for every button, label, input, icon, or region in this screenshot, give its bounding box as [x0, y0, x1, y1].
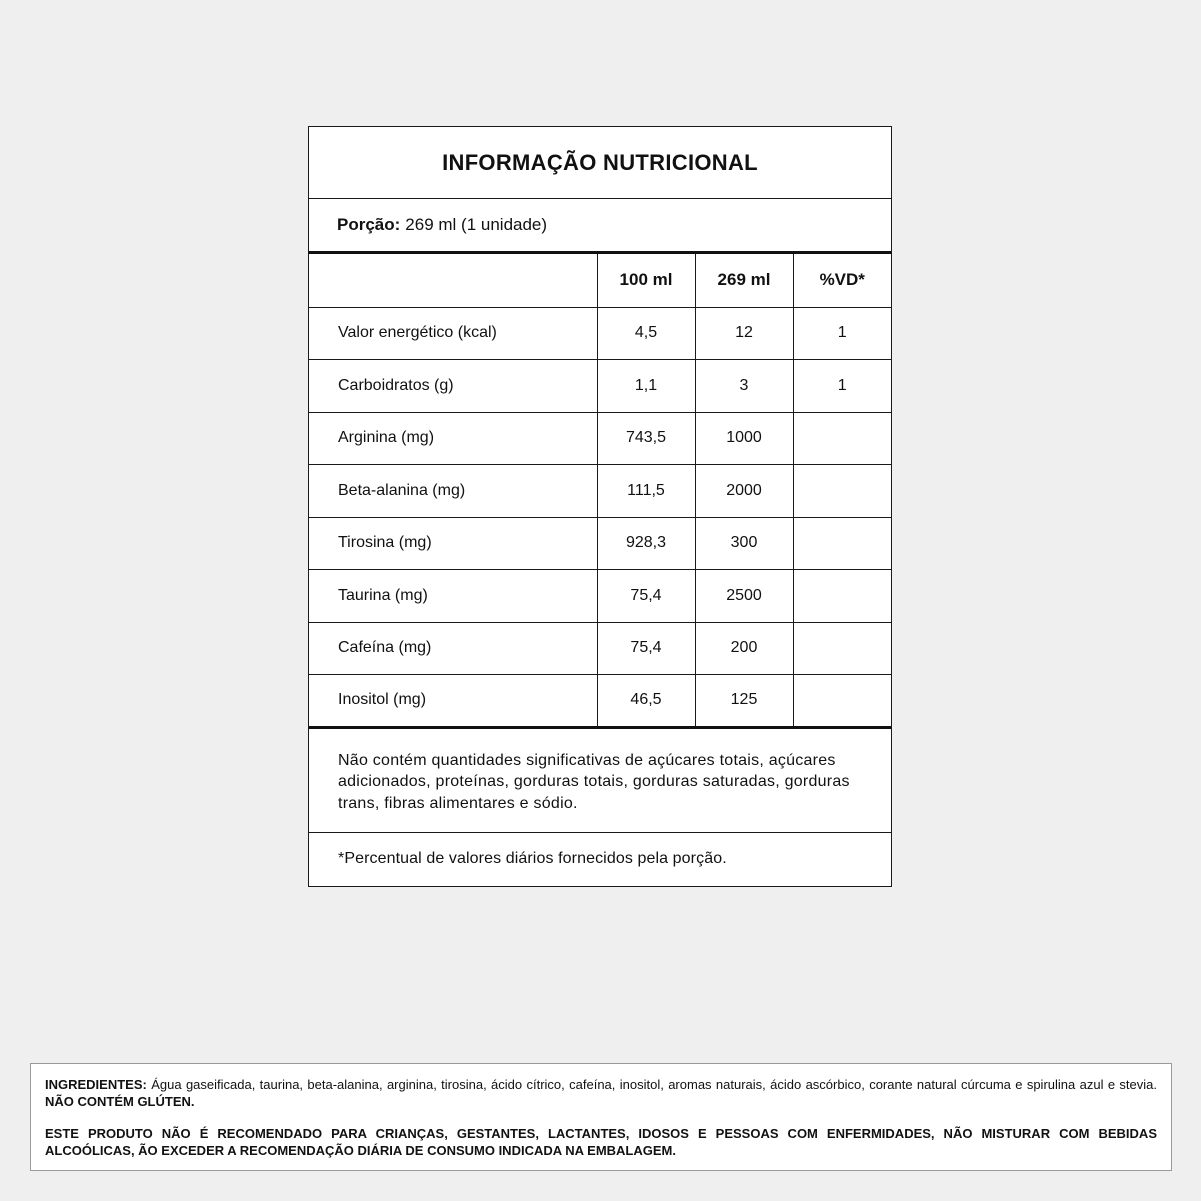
- table-row: [309, 570, 891, 623]
- nutrient-name: Taurina (mg): [309, 570, 597, 623]
- value-per-100ml: 928,3: [597, 517, 695, 570]
- value-daily-percent: [793, 412, 891, 465]
- value-daily-percent: [793, 622, 891, 675]
- value-daily-percent: [793, 570, 891, 623]
- title-row: [309, 127, 891, 199]
- warning-text: ESTE PRODUTO NÃO É RECOMENDADO PARA CRIANÇAS, GESTANTES, LACTANTES, IDOSOS E PESSOAS COM ENFERMIDADES, NÃO MISTURAR COM BEBIDAS ALCOÓLICAS, ÃO EXCEDER A RECOMENDAÇÃO DIÁRIA DE CONSUMO INDICADA NA EMBALAGEM.: [45, 1126, 1157, 1158]
- value-daily-percent: 1: [793, 307, 891, 360]
- portion-value: 269 ml (1 unidade): [405, 215, 548, 234]
- ingredients-text: Água gaseificada, taurina, beta-alanina, arginina, tirosina, ácido cítrico, cafeína, inositol, aromas naturais, ácido ascórbico, corante natural cúrcuma e spirulina azul e stevia.: [151, 1077, 1157, 1092]
- portion-row: [309, 199, 891, 254]
- nutrition-facts-panel: [308, 126, 892, 887]
- header-per-100ml: 100 ml: [597, 254, 695, 307]
- nutrient-name: Carboidratos (g): [309, 360, 597, 413]
- daily-value-footnote: [309, 833, 891, 868]
- header-per-portion: 269 ml: [695, 254, 793, 307]
- nutrition-note-text: Não contém quantidades significativas de açúcares totais, açúcares adicionados, proteínas, gorduras totais, gorduras saturadas, gorduras trans, fibras alimentares e sódio.: [338, 751, 850, 812]
- value-daily-percent: [793, 517, 891, 570]
- value-per-100ml: 1,1: [597, 360, 695, 413]
- header-daily-value: %VD*: [793, 254, 891, 307]
- value-per-100ml: 743,5: [597, 412, 695, 465]
- portion-label: Porção:: [337, 215, 401, 234]
- nutrition-title: INFORMAÇÃO NUTRICIONAL: [442, 149, 758, 175]
- table-row: [309, 517, 891, 570]
- value-per-portion: 3: [695, 360, 793, 413]
- nutrition-note: [309, 729, 891, 833]
- value-daily-percent: [793, 675, 891, 728]
- value-per-100ml: 75,4: [597, 622, 695, 675]
- table-row: [309, 412, 891, 465]
- value-per-100ml: 111,5: [597, 465, 695, 518]
- value-per-100ml: 4,5: [597, 307, 695, 360]
- nutrient-name: Tirosina (mg): [309, 517, 597, 570]
- footnote-text: *Percentual de valores diários fornecidos pela porção.: [338, 849, 727, 867]
- table-row: [309, 465, 891, 518]
- table-row: [309, 675, 891, 728]
- value-daily-percent: 1: [793, 360, 891, 413]
- nutrient-name: Cafeína (mg): [309, 622, 597, 675]
- ingredients-paragraph: [45, 1077, 1157, 1110]
- value-per-100ml: 75,4: [597, 570, 695, 623]
- value-per-portion: 12: [695, 307, 793, 360]
- value-per-100ml: 46,5: [597, 675, 695, 728]
- value-per-portion: 200: [695, 622, 793, 675]
- ingredients-label: INGREDIENTES:: [45, 1077, 147, 1092]
- gluten-statement: NÃO CONTÉM GLÚTEN.: [45, 1093, 195, 1109]
- value-per-portion: 1000: [695, 412, 793, 465]
- table-row: [309, 307, 891, 360]
- value-daily-percent: [793, 465, 891, 518]
- nutrient-name: Beta-alanina (mg): [309, 465, 597, 518]
- header-nutrient: [309, 254, 597, 307]
- value-per-portion: 2500: [695, 570, 793, 623]
- table-row: [309, 360, 891, 413]
- value-per-portion: 125: [695, 675, 793, 728]
- nutrient-name: Valor energético (kcal): [309, 307, 597, 360]
- value-per-portion: 300: [695, 517, 793, 570]
- nutrition-table: [309, 254, 891, 729]
- table-row: [309, 622, 891, 675]
- table-header-row: [309, 254, 891, 307]
- nutrient-name: Inositol (mg): [309, 675, 597, 728]
- value-per-portion: 2000: [695, 465, 793, 518]
- nutrient-name: Arginina (mg): [309, 412, 597, 465]
- ingredients-box: [30, 1063, 1172, 1171]
